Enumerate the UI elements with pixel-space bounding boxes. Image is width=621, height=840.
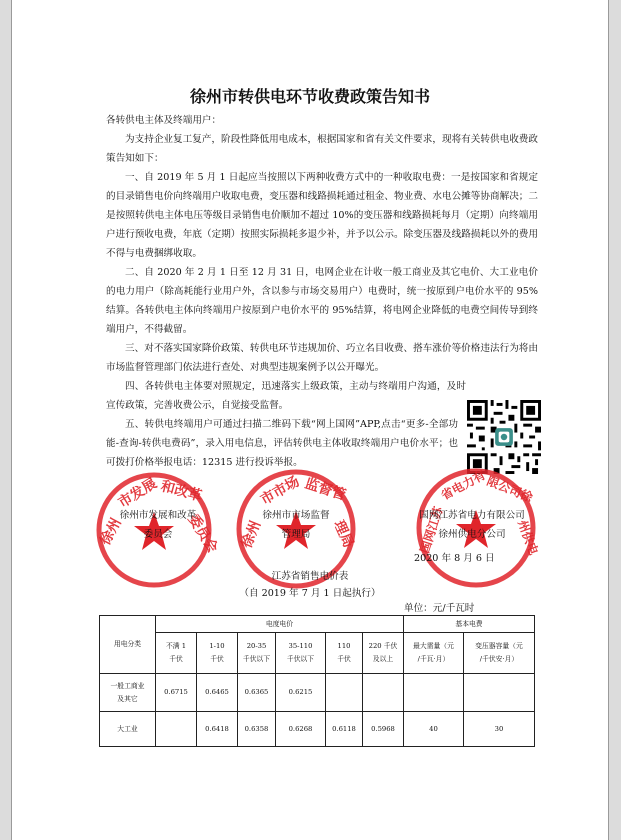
svg-text:徐州: 徐州 <box>238 518 265 551</box>
row-category: 大工业 <box>100 712 156 747</box>
table-row <box>100 674 535 712</box>
table-cell <box>404 674 464 712</box>
header-line: 千伏以下 <box>286 655 315 663</box>
svg-text:州供电: 州供电 <box>515 518 541 557</box>
paragraph-3: 三、对不落实国家降价政策、转供电环节违规加价、巧立名目收费、搭车涨价等价格违法行为将由市场监督管理部门依法进行查处、对典型违规案例予以公开曝光。 <box>106 343 538 373</box>
document-page <box>11 0 609 840</box>
paragraph-intro: 为支持企业复工复产，阶段性降低用电成本，根据国家和省有关文件要求，现将有关转供电收费政策告知如下： <box>106 134 538 164</box>
header-voltage-column <box>156 633 197 674</box>
svg-text:市市场: 市市场 <box>258 473 303 509</box>
signatory-line: 管理局 <box>281 529 311 540</box>
table-cell: 0.6215 <box>276 674 326 712</box>
row-category <box>100 674 156 712</box>
paragraph-5: 五、转供电终端用户可通过扫描二维码下载“网上国网”APP,点击“更多-全部功能-查询-转供电费码”，录入用电信息，评估转供电主体收取终端用户电价水平；也可拨打价格举报电话：12315 进行投诉举报。 <box>106 419 458 468</box>
header-line: 110 <box>337 642 351 650</box>
header-line: 最大需量（元 <box>413 642 454 650</box>
header-line: 220 千伏 <box>368 642 398 650</box>
header-line: 35-110 <box>288 642 313 650</box>
header-line: 不满 1 <box>165 642 187 650</box>
table-cell: 30 <box>464 712 535 747</box>
header-category: 用电分类 <box>100 616 156 674</box>
svg-text:国网江苏: 国网江苏 <box>417 504 446 555</box>
price-table-subtitle: （自 2019 年 7 月 1 日起执行） <box>239 588 381 599</box>
header-line: 1-10 <box>209 642 225 650</box>
price-table <box>99 615 535 747</box>
table-cell: 0.6365 <box>238 674 276 712</box>
header-line: 千伏以下 <box>242 655 271 663</box>
header-voltage-column <box>197 633 238 674</box>
header-voltage-column <box>238 633 276 674</box>
header-voltage-column <box>326 633 363 674</box>
price-table-title: 江苏省销售电价表 <box>271 571 349 582</box>
table-cell <box>156 712 197 747</box>
category-line: 一般工商业 <box>110 681 145 690</box>
table-cell <box>363 674 404 712</box>
header-line: 千伏 <box>337 655 351 663</box>
paragraph-4: 四、各转供电主体要对照规定，迅速落实上级政策，主动与终端用户沟通，及时宣传政策，完善收费公示，自觉接受监督。 <box>106 381 466 411</box>
table-cell: 0.6268 <box>276 712 326 747</box>
svg-text:市发展: 市发展 <box>115 475 160 512</box>
issue-date: 2020 年 8 月 6 日 <box>414 553 495 564</box>
signatory-line: 委员会 <box>143 529 173 540</box>
table-cell <box>326 674 363 712</box>
signatory-market-supervision <box>238 506 354 544</box>
header-basic-fee: 基本电费 <box>404 616 535 633</box>
svg-text:理局: 理局 <box>330 518 357 551</box>
header-voltage-column <box>363 633 404 674</box>
paragraph-2: 二、自 2020 年 2 月 1 日至 12 月 31 日，电网企业在计收一般工商业及其它电价、大工业电价的电力用户（除高耗能行业用户外，含以参与市场交易用户）电费时，统一按原到户电价水平的 95%结算。各转供电主体向终端用户按原到户电价水平的 95%结算，将电网企业降低的电费空间传导到终端用户，不得截留。 <box>106 267 538 335</box>
category-line: 及其它 <box>117 694 138 703</box>
table-header-row <box>100 633 535 674</box>
table-header-row <box>100 616 535 633</box>
svg-text:省电力有: 省电力有 <box>438 467 488 503</box>
table-row <box>100 712 535 747</box>
svg-text:徐州: 徐州 <box>97 515 125 548</box>
header-line: /千瓦·月） <box>417 655 450 663</box>
header-line: 及以上 <box>372 655 394 663</box>
signatory-line: 徐州市发展和改革 <box>119 510 197 521</box>
signatory-state-grid <box>410 506 534 544</box>
paragraph-1: 一、自 2019 年 5 月 1 日起应当按照以下两种收费方式中的一种收取电费：一是按国家和省规定的目录销售电价向终端用户收取电费，变压器和线路损耗通过租金、物业费、水电公摊等协商解决；二是按照转供电主体电压等级目录销售电价顺加不超过 10%的变压器和线路损耗每月（定期）向终端用户进行预收电费，年底（定期）按照实际损耗多退少补，并予以公示。除变压器及线路损耗以外的费用不得与电费捆绑收取。 <box>106 172 538 259</box>
price-table-heading <box>12 568 608 602</box>
header-demand-column <box>404 633 464 674</box>
svg-text:限公司徐: 限公司徐 <box>484 473 535 505</box>
svg-text:委员会: 委员会 <box>184 511 221 556</box>
table-cell <box>464 674 535 712</box>
header-line: /千伏安·月） <box>479 655 519 663</box>
table-cell: 0.6465 <box>197 674 238 712</box>
signatory-development-reform <box>100 506 216 544</box>
header-capacity-column <box>464 633 535 674</box>
header-energy-price: 电度电价 <box>156 616 404 633</box>
table-cell: 40 <box>404 712 464 747</box>
svg-text:和改革: 和改革 <box>158 478 204 505</box>
signatory-line: 国网江苏省电力有限公司 <box>419 510 525 521</box>
table-cell: 0.6715 <box>156 674 197 712</box>
header-line: 20-35 <box>246 642 267 650</box>
table-cell: 0.6358 <box>238 712 276 747</box>
table-cell: 0.5968 <box>363 712 404 747</box>
header-line: 千伏 <box>169 655 183 663</box>
signatory-line: 徐州供电分公司 <box>438 529 506 540</box>
document-title: 徐州市转供电环节收费政策告知书 <box>189 87 430 106</box>
salutation: 各转供电主体及终端用户： <box>106 115 222 126</box>
signatory-line: 徐州市市场监督 <box>262 510 330 521</box>
header-line: 千伏 <box>210 655 224 663</box>
svg-text:监督管: 监督管 <box>302 475 348 504</box>
table-cell: 0.6118 <box>326 712 363 747</box>
qr-code-icon <box>467 400 541 474</box>
price-table-unit: 单位：元/千瓦时 <box>404 603 475 614</box>
table-cell: 0.6418 <box>197 712 238 747</box>
header-voltage-column <box>276 633 326 674</box>
header-line: 变压器容量（元 <box>475 642 523 650</box>
